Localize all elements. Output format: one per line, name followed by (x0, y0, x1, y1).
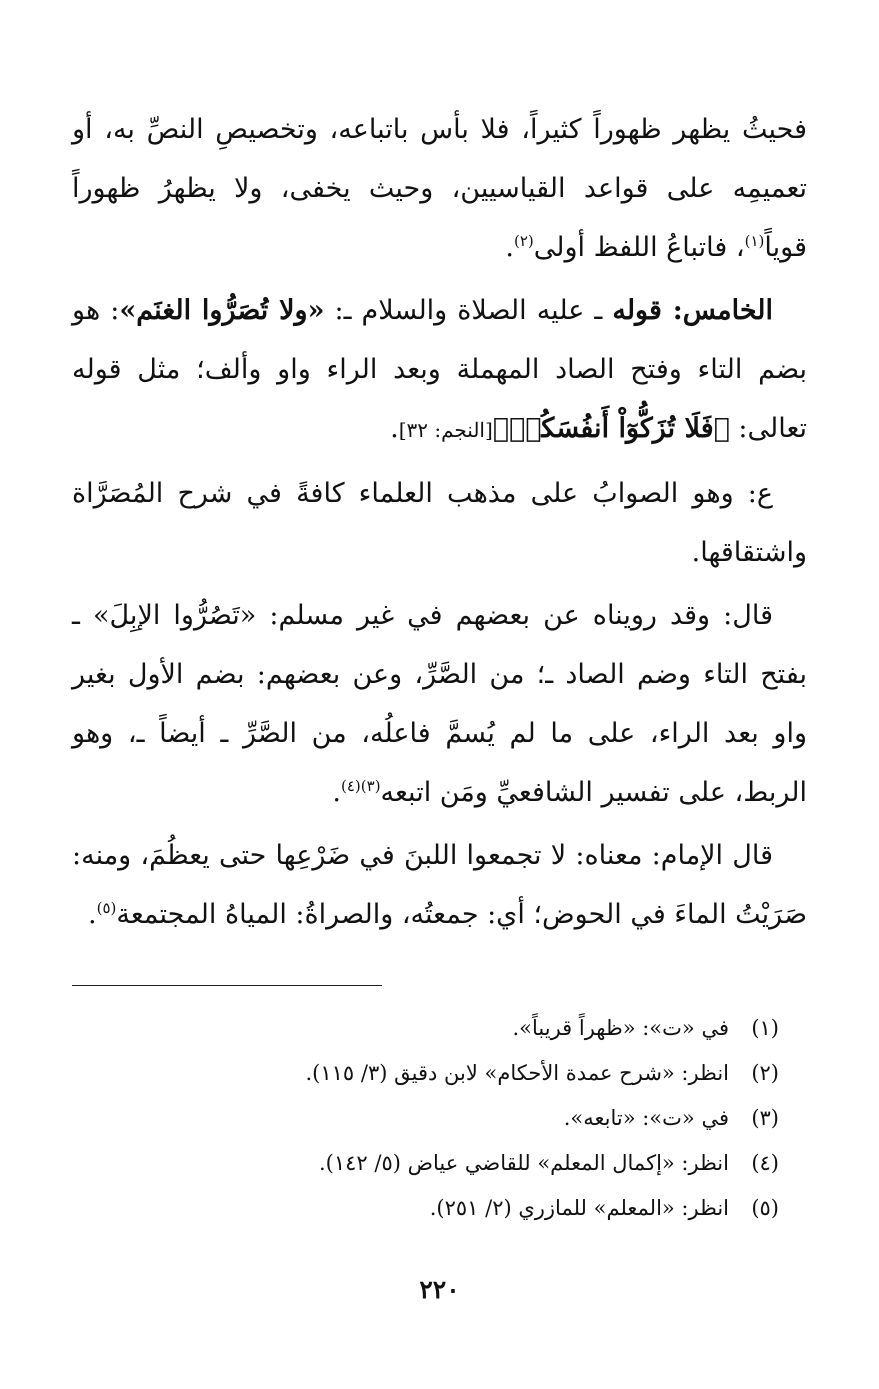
paragraph-1-text-b: ، فاتباعُ اللفظ أولى (533, 232, 745, 263)
paragraph-1-text-c: . (505, 232, 514, 263)
verse-citation: [النجم: ٣٢] (398, 418, 493, 442)
paragraph-2-text-b: : هو بضم التاء وفتح الصاد المهملة وبعد الراء واو وألف؛ مثل قوله تعالى: (72, 295, 807, 444)
page-number: ٢٢٠ (419, 1275, 460, 1304)
footnote-number: (٤) (751, 1151, 779, 1175)
quran-verse: ﴿فَلَا تُزَكُّوٓاْ أَنفُسَكُمۡ﴾ (492, 413, 730, 444)
paragraph-4-text-a: قال: وقد رويناه عن بعضهم في غير مسلم: «تَصُرُّوا الإبِلَ» ـ بفتح التاء وضم الصاد ـ؛ من الصَّرِّ، وعن بعضهم: بضم الأول بغير واو بعد الراء، على ما لم يُسمَّ فاعلُه، من الصَّرِّ ـ أيضاً ـ، وهو الربط، على تفسير الشافعيِّ ومَن اتبعه (72, 600, 807, 808)
footnote-separator (72, 985, 382, 986)
footnote-2 (72, 1051, 779, 1096)
paragraph-5-text-a: قال الإمام: معناه: لا تجمعوا اللبنَ في ضَرْعِها حتى يعظُمَ، ومنه: صَرَيْتُ الماءَ في الحوض؛ أي: جمعتُه، والصراةُ: المياهُ المجتمعة (72, 840, 807, 930)
footnote-text: في «ت»: «ظهراً قريباً». (512, 1016, 729, 1040)
footnote-text: في «ت»: «تابعه». (563, 1106, 729, 1130)
paragraph-3-text: ع: وهو الصوابُ على مذهب العلماء كافةً في شرح المُصَرَّاة واشتقاقها. (72, 478, 807, 568)
footnote-number: (٢) (751, 1061, 779, 1085)
paragraph-5-text-b: . (88, 899, 97, 930)
footnote-text: انظر: «المعلم» للمازري (٢/ ٢٥١). (429, 1196, 729, 1220)
paragraph-2-text-c: . (390, 413, 399, 444)
paragraph-2-text-a: ـ عليه الصلاة والسلام ـ: (324, 295, 613, 326)
paragraph-1-text-a: فحيثُ يظهر ظهوراً كثيراً، فلا بأس باتباعه، وتخصيصِ النصِّ به، أو تعميمِه على قواعد القياسيين، وحيث يخفى، ولا يظهرُ ظهوراً قوياً (72, 114, 807, 263)
footnote-ref-3-4: (٣)(٤) (340, 777, 381, 795)
paragraph-5 (72, 826, 807, 944)
paragraph-2 (72, 281, 807, 460)
paragraph-4-text-b: . (332, 777, 341, 808)
footnote-number: (٣) (751, 1106, 779, 1130)
footnote-number: (١) (751, 1016, 779, 1040)
footnote-ref-1: (١) (744, 232, 765, 250)
section-heading: الخامس: قوله (612, 295, 773, 326)
footnote-text: انظر: «إكمال المعلم» للقاضي عياض (٥/ ١٤٢). (318, 1151, 729, 1175)
paragraph-1 (72, 100, 807, 277)
main-text (72, 100, 807, 948)
footnote-ref-2: (٢) (514, 232, 534, 250)
footnote-ref-5: (٥) (96, 899, 117, 917)
footnotes (72, 1006, 779, 1231)
footnote-number: (٥) (751, 1196, 779, 1220)
footnote-1 (72, 1006, 779, 1051)
hadith-quote: «ولا تُصَرُّوا الغنَم» (119, 295, 325, 326)
footnote-3 (72, 1096, 779, 1141)
footnote-text: انظر: «شرح عمدة الأحكام» لابن دقيق (٣/ ١١٥). (305, 1061, 729, 1085)
footnote-4 (72, 1141, 779, 1186)
paragraph-3 (72, 464, 807, 582)
paragraph-4 (72, 586, 807, 822)
footnote-5 (72, 1186, 779, 1231)
